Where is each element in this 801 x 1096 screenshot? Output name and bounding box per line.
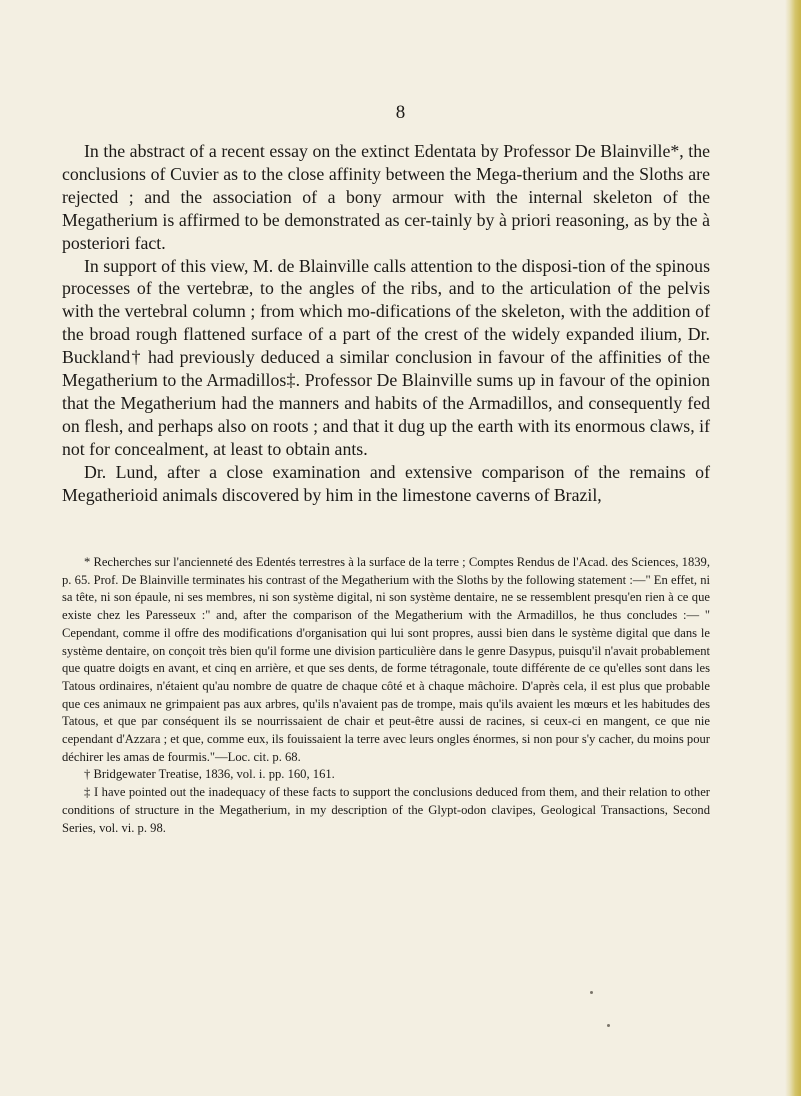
- page-number: 8: [395, 102, 406, 123]
- paragraph-blainville-abstract: In the abstract of a recent essay on the extinct Edentata by Professor De Blainville*, the conclusions of Cuvier as to the close affinity between the Mega-therium and the Sloths are rejected ; and the association of a bony armour with the internal skeleton of the Megatherium is affirmed to be demonstrated as cer-tainly by à priori reasoning, as by the à posteriori fact.: [62, 141, 710, 253]
- footnote-dagger: † Bridgewater Treatise, 1836, vol. i. pp. 160, 161.: [84, 767, 335, 782]
- footnote-double-dagger: ‡ I have pointed out the inadequacy of these facts to support the conclusions deduced from them, and their relation to other conditions of structure in the Megatherium, in my description of the Glypt-odon clavipes, Geological Transactions, Second Series, vol. vi. p. 98.: [62, 785, 710, 835]
- paragraph-blainville-support: In support of this view, M. de Blainville calls attention to the disposi-tion of the spinous processes of the vertebræ, to the angles of the ribs, and to the articulation of the pelvis with the vertebral column ; from which mo-difications of the skeleton, with the addition of the broad rough flattened surface of a part of the crest of the widely expanded ilium, Dr. Buckland† had previously deduced a similar conclusion in favour of the affinities of the Megatherium to the Armadillos‡. Professor De Blainville sums up in favour of the opinion that the Megatherium had the manners and habits of the Armadillos, and consequently fed on flesh, and perhaps also on roots ; and that it dug up the earth with its enormous claws, if not for concealment, at least to obtain ants.: [62, 255, 710, 459]
- page-speck-mark: [590, 991, 593, 994]
- footnotes: [62, 554, 710, 837]
- page-edge-shadow: [785, 0, 801, 1096]
- footnote-star: * Recherches sur l'ancienneté des Edentés terrestres à la surface de la terre ; Comptes Rendus de l'Acad. des Sciences, 1839, p. 65. Prof. De Blainville terminates his contrast of the Megatherium with the Sloths by the following statement :—" En effet, ni sa tête, ni son épaule, ni ses membres, ni son système digital, ni son système dentaire, ne se ressemblent presqu'en rien à ce que existe chez les Paresseux :" and, after the comparison of the Megatherium with the Armadillos, he thus concludes :— " Cependant, comme il offre des modifications d'organisation qui lui sont propres, aussi bien dans le système digital que dans le système dentaire, on conçoit très bien qu'il forme une division particulière dans le genre Dasypus, puisqu'il n'avait probablement que quatre doigts en avant, et cinq en arrière, et que ses dents, de forme tétragonale, toute différente de ce qu'elles sont dans les Tatous ordinaires, n'étaient qu'au nombre de quatre de chaque côté et à chaque mâchoire. D'après cela, il est plus que probable que ces animaux ne grimpaient pas aux arbres, qu'ils n'avaient pas de trompe, mais qu'ils avaient les mœurs et les habitudes des Tatous, et que par conséquent ils se nourrissaient de chair et peut-être aussi de racines, si ceux-ci en mangent, ce que nie cependant d'Azzara ; et que, comme eux, ils fouissaient la terre avec leurs ongles énormes, si non pour s'y cacher, du moins pour déchirer les amas de fourmis."—Loc. cit. p. 68.: [62, 555, 710, 764]
- body-text: [62, 140, 710, 507]
- page-speck-mark: [607, 1024, 610, 1027]
- paragraph-lund: Dr. Lund, after a close examination and extensive comparison of the remains of Megatherioid animals discovered by him in the limestone caverns of Brazil,: [62, 461, 710, 505]
